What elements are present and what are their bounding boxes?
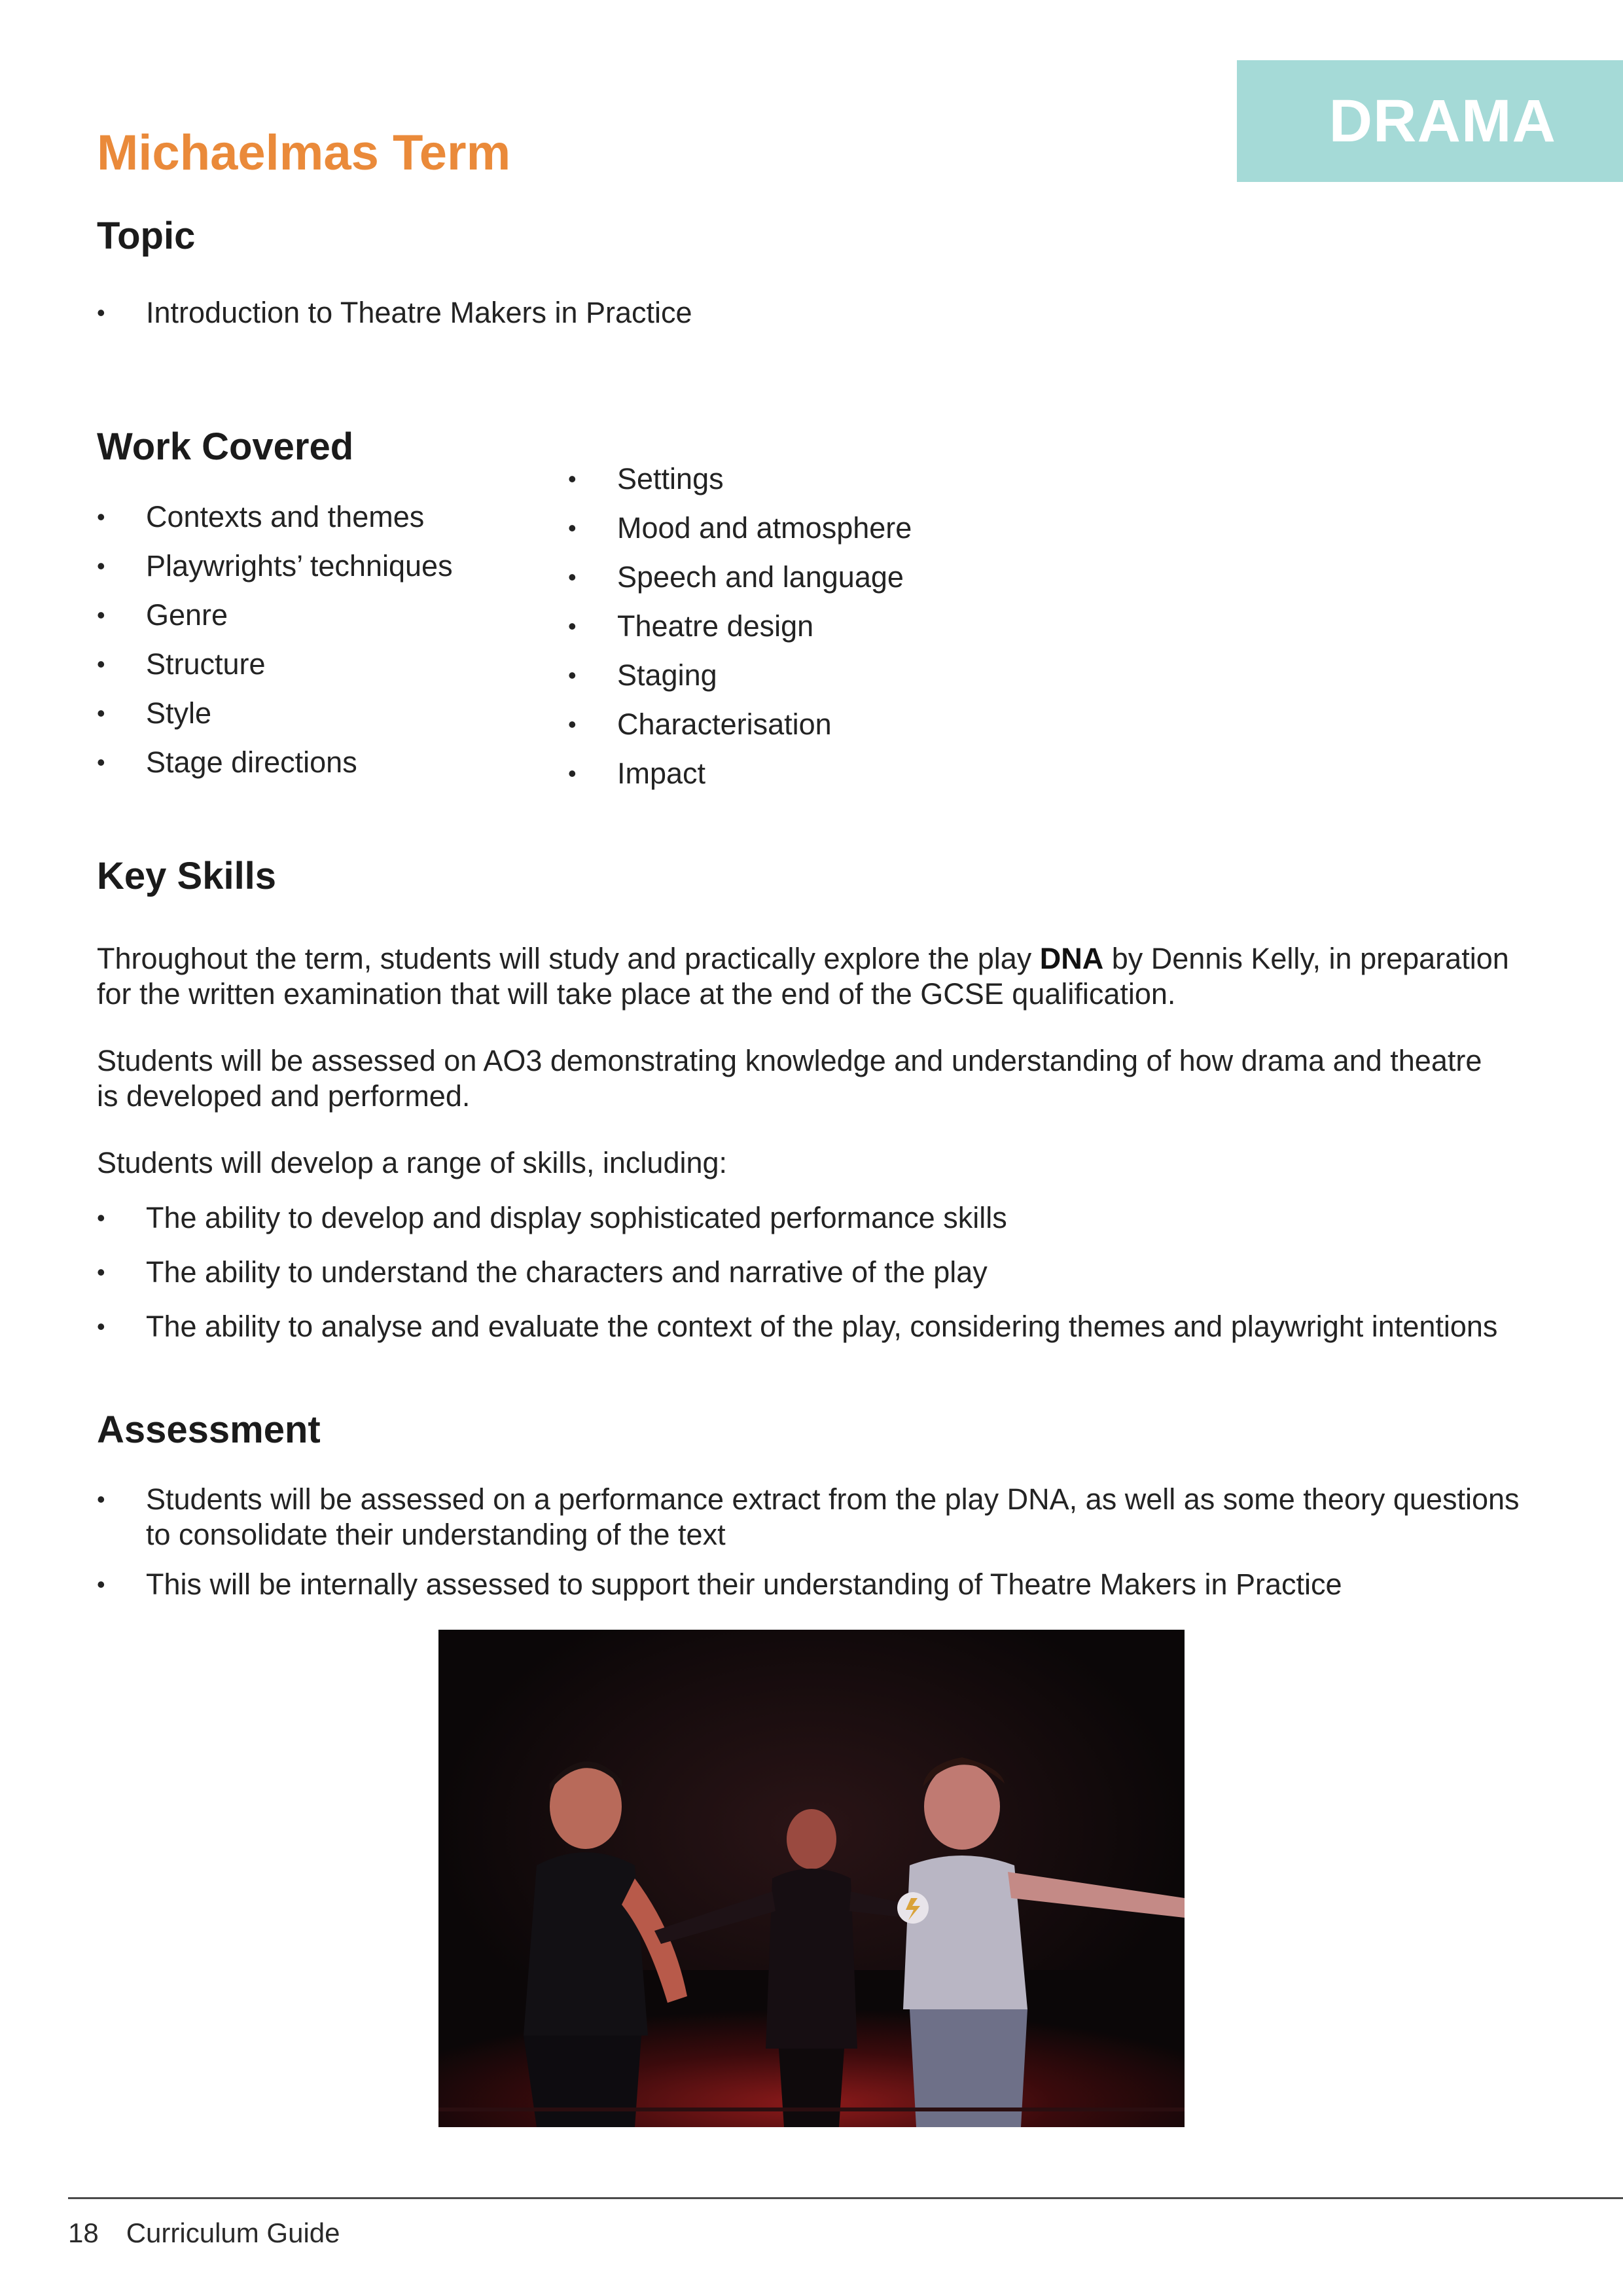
skills-list bbox=[97, 1200, 1524, 1344]
assessment-heading: Assessment bbox=[97, 1408, 321, 1451]
performance-photo bbox=[438, 1630, 1185, 2127]
list-item: • Mood and atmosphere bbox=[568, 511, 912, 545]
play-title: DNA bbox=[1039, 942, 1104, 975]
list-item: • The ability to understand the characters and narrative of the play bbox=[97, 1255, 988, 1289]
assessment-list bbox=[97, 1482, 1524, 1602]
key-skills-heading: Key Skills bbox=[97, 855, 277, 897]
list-item: • Impact bbox=[568, 757, 706, 790]
list-item: • The ability to analyse and evaluate the context of the play, considering themes and playwright intentions bbox=[97, 1310, 1498, 1343]
list-item: • Style bbox=[97, 696, 212, 730]
footer-divider bbox=[68, 2197, 1623, 2199]
footer-title: Curriculum Guide bbox=[126, 2217, 340, 2248]
list-item: • This will be internally assessed to support their understanding of Theatre Makers in Practice bbox=[97, 1568, 1342, 1601]
key-skills-paragraph-1: Throughout the term, students will study and practically explore the play DNA by Dennis Kelly, in preparation for the written examination that will take place at the end of the GCSE qualification. bbox=[97, 942, 1509, 1011]
list-item: • Playwrights’ techniques bbox=[97, 549, 453, 583]
list-item: • Introduction to Theatre Makers in Practice bbox=[97, 296, 692, 329]
work-covered-right-list bbox=[568, 454, 912, 798]
topic-list bbox=[97, 288, 692, 337]
page-title: Michaelmas Term bbox=[97, 125, 511, 181]
list-item: • Settings bbox=[568, 462, 724, 495]
page-number: 18 bbox=[68, 2217, 99, 2248]
list-item: • Students will be assessed on a performance extract from the play DNA, as well as some theory questions to consolidate their understanding of the text bbox=[97, 1482, 1520, 1551]
list-item: • The ability to develop and display sophisticated performance skills bbox=[97, 1201, 1007, 1234]
work-covered-heading: Work Covered bbox=[97, 425, 354, 468]
list-item: • Genre bbox=[97, 598, 228, 632]
list-item: • Speech and language bbox=[568, 560, 904, 594]
list-item: • Stage directions bbox=[97, 745, 357, 779]
subject-tab bbox=[1237, 60, 1623, 182]
work-covered-left-list bbox=[97, 492, 453, 787]
stage-performance-illustration bbox=[438, 1630, 1185, 2127]
list-item: • Structure bbox=[97, 647, 266, 681]
key-skills-paragraph-3: Students will develop a range of skills, including: bbox=[97, 1146, 728, 1179]
list-item: • Characterisation bbox=[568, 708, 832, 741]
topic-heading: Topic bbox=[97, 215, 196, 257]
list-item: • Staging bbox=[568, 658, 717, 692]
key-skills-paragraph-2: Students will be assessed on AO3 demonstrating knowledge and understanding of how drama and theatre is developed and performed. bbox=[97, 1044, 1482, 1113]
subject-tab-label: DRAMA bbox=[1329, 87, 1556, 154]
list-item: • Contexts and themes bbox=[97, 500, 425, 533]
list-item: • Theatre design bbox=[568, 609, 814, 643]
page-footer bbox=[68, 2217, 340, 2249]
